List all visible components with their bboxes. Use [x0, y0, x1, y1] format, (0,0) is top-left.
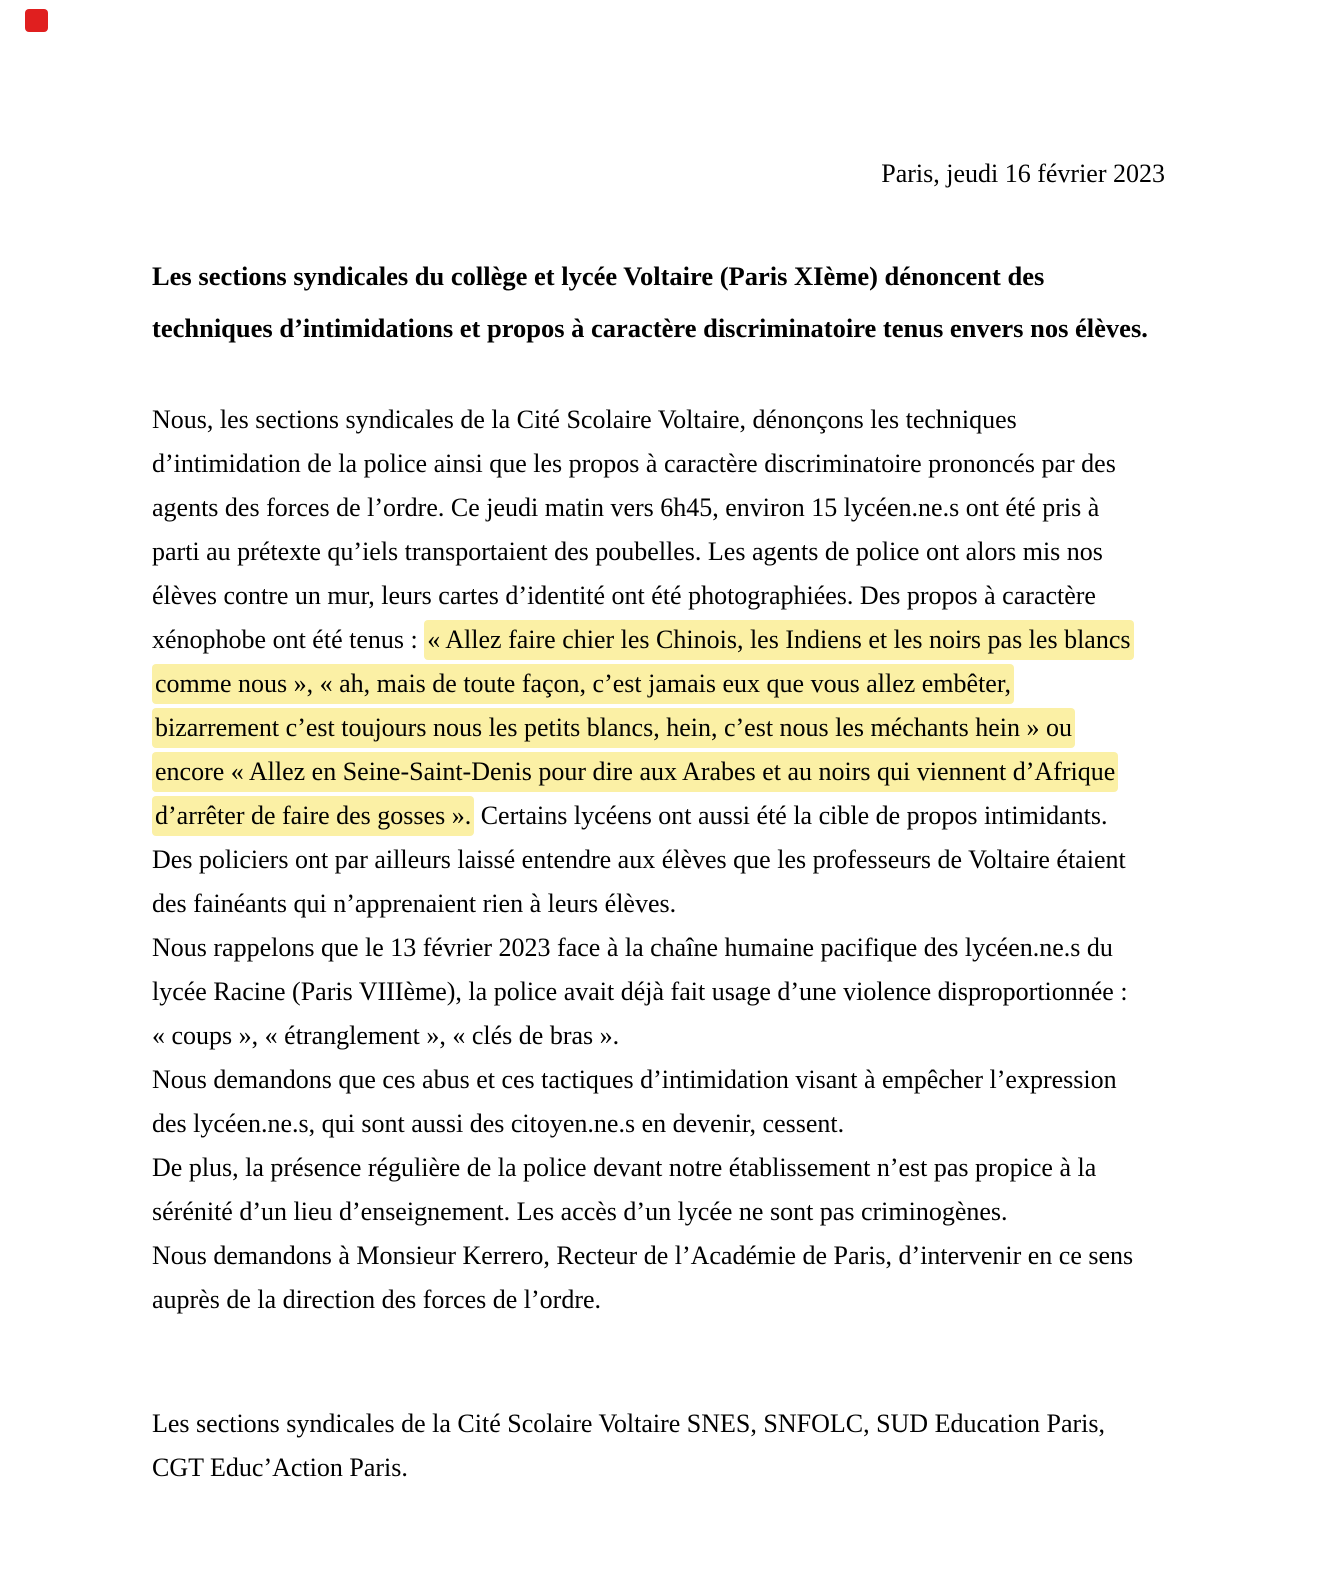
body-line: [152, 1102, 1165, 1146]
body-line: [152, 970, 1165, 1014]
body-line: [152, 530, 1165, 574]
body-line: [152, 486, 1165, 530]
text-line: CGT Educ’Action Paris.: [152, 1453, 408, 1482]
body-line: [152, 1014, 1165, 1058]
body-text-run: élèves contre un mur, leurs cartes d’identité ont été photographiées. Des propos à caractère: [152, 581, 1096, 610]
body-text-run: sérénité d’un lieu d’enseignement. Les accès d’un lycée ne sont pas criminogènes.: [152, 1197, 1008, 1226]
body-text-run: Certains lycéens ont aussi été la cible de propos intimidants.: [474, 801, 1108, 830]
body-line: [152, 1278, 1165, 1322]
body-line: [152, 706, 1165, 750]
date-line: Paris, jeudi 16 février 2023: [881, 159, 1165, 188]
body-text-run: d’intimidation de la police ainsi que les propos à caractère discriminatoire prononcés par des: [152, 449, 1116, 478]
text-line: techniques d’intimidations et propos à caractère discriminatoire tenus envers nos élèves.: [152, 313, 1148, 343]
text-line: Les sections syndicales du collège et lycée Voltaire (Paris XIème) dénoncent des: [152, 261, 1045, 291]
highlighted-text: « Allez faire chier les Chinois, les Indiens et les noirs pas les blancs: [424, 620, 1133, 660]
body-text-run: agents des forces de l’ordre. Ce jeudi matin vers 6h45, environ 15 lycéen.ne.s ont été pris à: [152, 493, 1100, 522]
highlighted-text: d’arrêter de faire des gosses ».: [152, 796, 474, 836]
body-text-run: auprès de la direction des forces de l’ordre.: [152, 1285, 602, 1314]
highlighted-text: comme nous », « ah, mais de toute façon, c’est jamais eux que vous allez embêter,: [152, 664, 1014, 704]
body-line: [152, 442, 1165, 486]
body-line: [152, 750, 1165, 794]
document-title: [152, 250, 1165, 354]
body-text-run: des lycéen.ne.s, qui sont aussi des citoyen.ne.s en devenir, cessent.: [152, 1109, 845, 1138]
highlighted-text: encore « Allez en Seine-Saint-Denis pour dire aux Arabes et au noirs qui viennent d’Afrique: [152, 752, 1118, 792]
body-line: [152, 662, 1165, 706]
body-line: [152, 882, 1165, 926]
body-text-run: xénophobe ont été tenus :: [152, 625, 425, 654]
body-line: [152, 398, 1165, 442]
body-line: [152, 1190, 1165, 1234]
body-text-run: Des policiers ont par ailleurs laissé entendre aux élèves que les professeurs de Voltaire étaient: [152, 845, 1126, 874]
body-text-run: Nous rappelons que le 13 février 2023 face à la chaîne humaine pacifique des lycéen.ne.s du: [152, 933, 1113, 962]
body-line: [152, 838, 1165, 882]
document-body: [152, 398, 1165, 1322]
text-line: Les sections syndicales de la Cité Scolaire Voltaire SNES, SNFOLC, SUD Education Paris,: [152, 1409, 1105, 1438]
body-line: [152, 794, 1165, 838]
body-line: [152, 618, 1165, 662]
red-square-marker-icon: [25, 9, 48, 32]
body-text-run: lycée Racine (Paris VIIIème), la police avait déjà fait usage d’une violence disproportionnée :: [152, 977, 1128, 1006]
body-text-run: parti au prétexte qu’iels transportaient des poubelles. Les agents de police ont alors mis nos: [152, 537, 1103, 566]
body-line: [152, 1234, 1165, 1278]
body-text-run: Nous demandons que ces abus et ces tactiques d’intimidation visant à empêcher l’expression: [152, 1065, 1117, 1094]
body-line: [152, 1146, 1165, 1190]
body-text-run: De plus, la présence régulière de la police devant notre établissement n’est pas propice à la: [152, 1153, 1097, 1182]
body-line: [152, 1058, 1165, 1102]
body-text-run: des fainéants qui n’apprenaient rien à leurs élèves.: [152, 889, 677, 918]
body-text-run: Nous demandons à Monsieur Kerrero, Recteur de l’Académie de Paris, d’intervenir en ce sens: [152, 1241, 1134, 1270]
highlighted-text: bizarrement c’est toujours nous les petits blancs, hein, c’est nous les méchants hein » ou: [152, 708, 1075, 748]
signature-block: [152, 1402, 1165, 1490]
body-text-run: Nous, les sections syndicales de la Cité Scolaire Voltaire, dénonçons les techniques: [152, 405, 1017, 434]
body-line: [152, 926, 1165, 970]
body-text-run: « coups », « étranglement », « clés de bras ».: [152, 1021, 620, 1050]
body-line: [152, 574, 1165, 618]
